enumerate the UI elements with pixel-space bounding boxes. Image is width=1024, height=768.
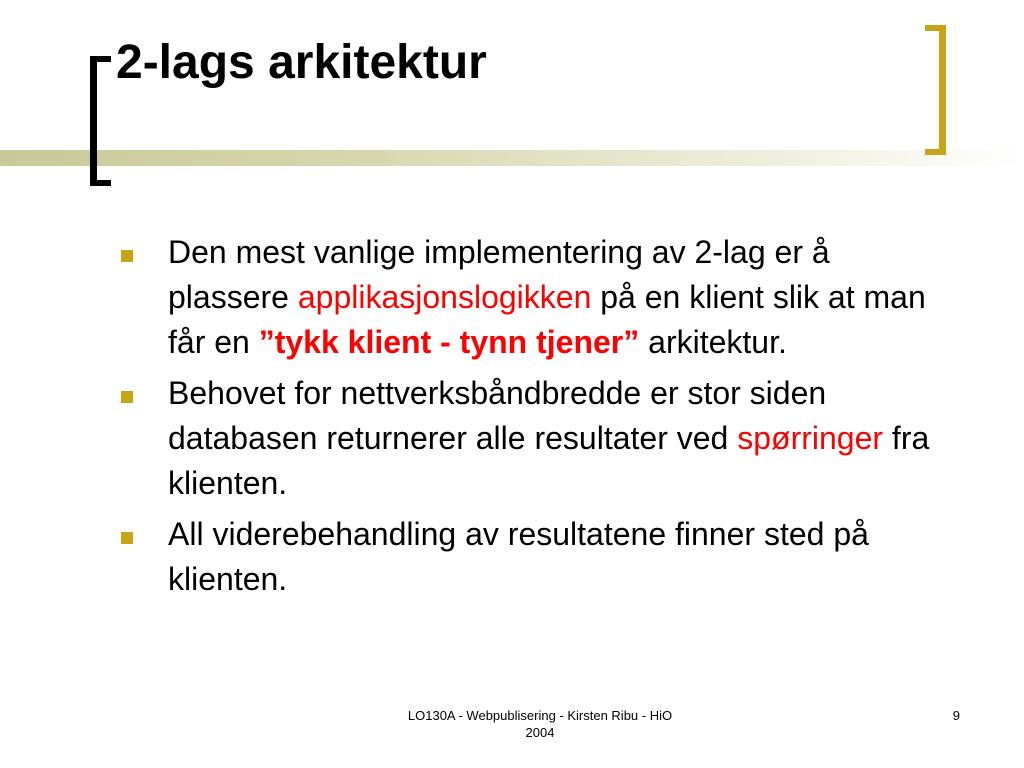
bullet-square-icon (121, 250, 133, 262)
text-segment: Den mest vanlige implementering av 2-lag er å plassere (168, 234, 830, 315)
bullet-item-2 (118, 371, 938, 506)
footer-text (340, 707, 740, 741)
text-segment: på en klient slik at man får en (168, 279, 926, 360)
left-bracket-decoration (90, 56, 111, 186)
bullet-text (168, 230, 938, 365)
slide-title: 2-lags arkitektur (116, 36, 487, 89)
bullet-list (118, 230, 938, 608)
slide-number: 9 (952, 708, 960, 723)
highlighted-phrase: ”tykk klient - tynn tjener” (258, 324, 640, 360)
bullet-text (168, 371, 938, 506)
highlighted-term: applikasjonslogikken (297, 279, 592, 315)
text-segment: arkitektur. (639, 324, 787, 360)
footer-year: 2004 (525, 725, 555, 740)
bullet-item-1 (118, 230, 938, 365)
footer-course-line: LO130A - Webpublisering - Kirsten Ribu - HiO (407, 708, 673, 723)
text-segment: All viderebehandling av resultatene finner sted på klienten. (168, 516, 869, 597)
right-bracket-decoration (925, 25, 946, 155)
title-divider-band (0, 150, 1024, 166)
bullet-text (168, 512, 938, 602)
text-segment: Behovet for nettverksbåndbredde er stor siden databasen returnerer alle resultater ved (168, 375, 827, 456)
text-segment: fra klienten. (168, 420, 930, 501)
bullet-square-icon (121, 532, 133, 544)
highlighted-term: spørringer (737, 420, 884, 456)
bullet-square-icon (121, 391, 133, 403)
bullet-item-3 (118, 512, 938, 602)
